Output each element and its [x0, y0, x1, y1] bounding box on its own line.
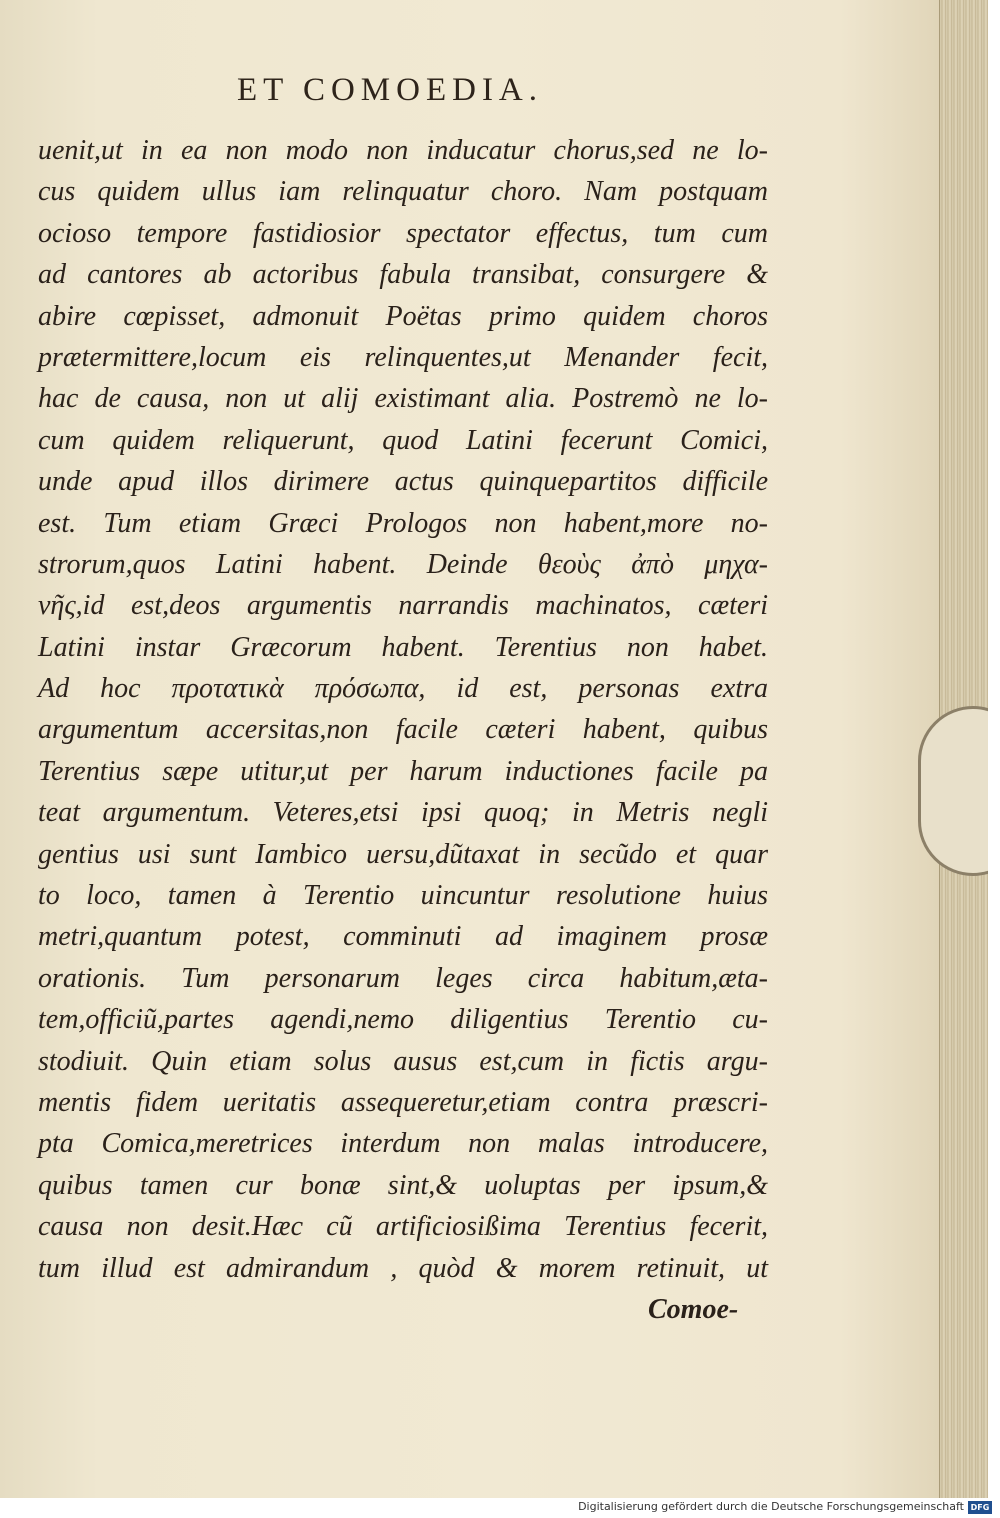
text-line: tem,officiũ,partes agendi,nemo diligentius Terentio cu- [38, 1004, 768, 1036]
text-line: ad cantores ab actoribus fabula transibat, consurgere & [38, 259, 768, 291]
running-head: ET COMOEDIA. [236, 72, 544, 108]
text-line: est. Tum etiam Græci Prologos non habent,more no- [38, 507, 768, 539]
text-line: Terentius sæpe utitur,ut per harum inductiones facile pa [38, 755, 768, 787]
catchword: Comoe- [648, 1294, 739, 1325]
text-line: cum quidem reliquerunt, quod Latini fecerunt Comici, [38, 424, 768, 456]
text-line: νῆς,id est,deos argumentis narrandis machinatos, cæteri [38, 590, 768, 622]
text-line: strorum,quos Latini habent. Deinde θεοὺς ἀπὸ μηχα- [38, 548, 768, 580]
text-line: unde apud illos dirimere actus quinquepartitos difficile [38, 466, 768, 498]
text-line: stodiuit. Quin etiam solus ausus est,cum in fictis argu- [38, 1045, 768, 1077]
text-line: ocioso tempore fastidiosior spectator effectus, tum cum [38, 217, 768, 249]
thumb-tab [918, 706, 988, 876]
text-line: orationis. Tum personarum leges circa habitum,æta- [38, 962, 768, 994]
text-line: abire cœpisset, admonuit Poëtas primo quidem choros [38, 300, 768, 332]
text-line: Ad hoc προτατικὰ πρόσωπα, id est, personas extra [38, 673, 768, 705]
text-line: uenit,ut in ea non modo non inducatur chorus,sed ne lo- [38, 135, 768, 166]
text-line: quibus tamen cur bonæ sint,& uoluptas per ipsum,& [38, 1169, 768, 1201]
text-line: prætermittere,locum eis relinquentes,ut Menander fecit, [38, 341, 768, 373]
text-line: argumentum accersitas,non facile cæteri habent, quibus [38, 714, 768, 746]
text-line: to loco, tamen à Terentio uincuntur resolutione huius [38, 880, 768, 912]
text-line: tum illud est admirandum , quòd & morem retinuit, ut [38, 1252, 768, 1284]
funding-credit: Digitalisierung gefördert durch die Deutsche Forschungsgemeinschaft [578, 1500, 964, 1513]
text-line: Latini instar Græcorum habent. Terentius non habet. [38, 631, 768, 663]
text-line: teat argumentum. Veteres,etsi ipsi quoq; in Metris negli [38, 797, 768, 829]
body-text [38, 130, 768, 1289]
text-line: hac de causa, non ut alij existimant alia. Postremò ne lo- [38, 383, 768, 415]
text-line: metri,quantum potest, comminuti ad imaginem prosæ [38, 921, 768, 953]
text-line: gentius usi sunt Iambico uersu,dũtaxat in secũdo et quar [38, 838, 768, 870]
text-line: pta Comica,meretrices interdum non malas introducere, [38, 1128, 768, 1160]
text-line: causa non desit.Hæc cũ artificiosißima Terentius fecerit, [38, 1211, 768, 1243]
text-line: cus quidem ullus iam relinquatur choro. Nam postquam [38, 176, 768, 208]
dfg-logo: DFG [968, 1501, 992, 1514]
text-line: mentis fidem ueritatis assequeretur,etiam contra præscri- [38, 1086, 768, 1118]
digitization-footer [0, 1498, 1000, 1518]
